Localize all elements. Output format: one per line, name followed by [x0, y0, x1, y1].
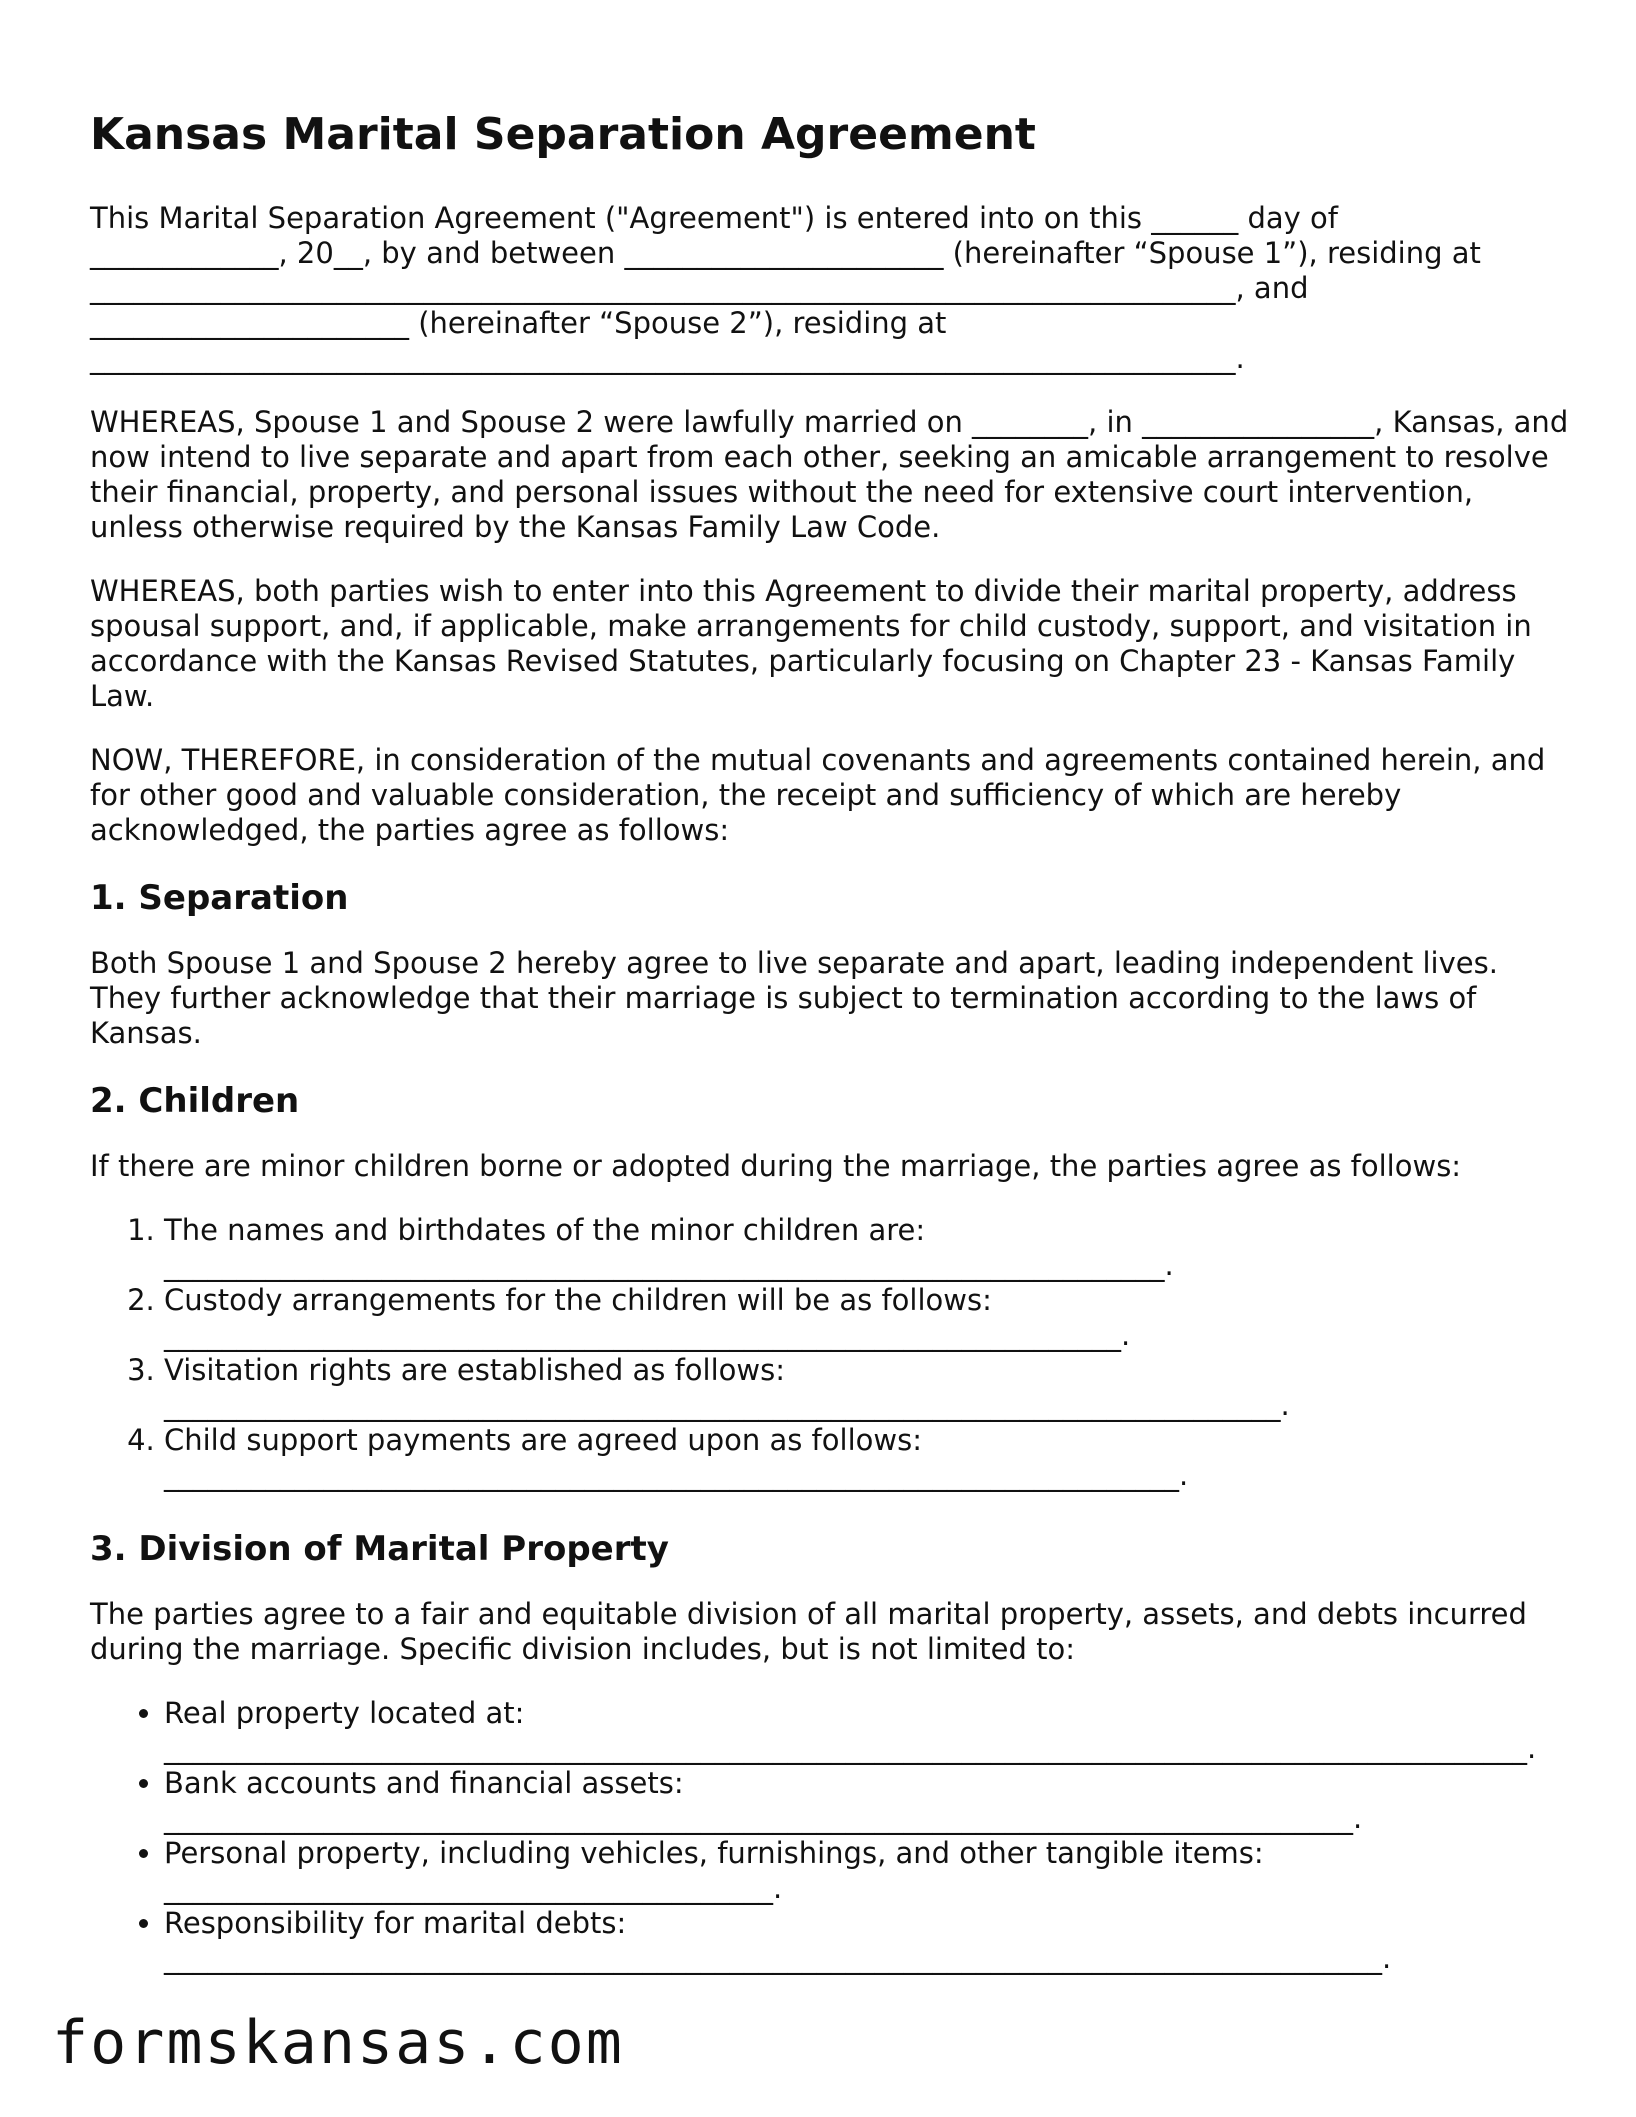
fill-in-blank[interactable]: __________________________________________________________________________________. — [164, 1801, 1363, 1835]
whereas-paragraph-2: WHEREAS, both parties wish to enter into this Agreement to divide their marital property, address spousal support, and, if applicable, make arrangements for child custody, support, and visitation in accordance with the Kansas Revised Statutes, particularly focusing on Chapter 23 - Kansas Family Law. — [90, 574, 1532, 713]
fill-in-blank[interactable]: __________________________________________. — [164, 1871, 783, 1905]
list-item-label: Child support payments are agreed upon as follows: — [164, 1423, 922, 1457]
list-item-label: Custody arrangements for the children will be as follows: — [164, 1283, 992, 1317]
property-list — [90, 1696, 1570, 1976]
list-item-label: Responsibility for marital debts: — [164, 1906, 627, 1940]
document-page — [90, 105, 1570, 2012]
list-item — [164, 1766, 1570, 1836]
section-children-body: If there are minor children borne or adopted during the marriage, the parties agree as follows: — [90, 1149, 1462, 1183]
section-children-heading: 2. Children — [90, 1081, 300, 1121]
section-property-heading: 3. Division of Marital Property — [90, 1529, 669, 1569]
fill-in-blank[interactable]: ______________________________________________________________________. — [164, 1458, 1189, 1492]
children-list — [90, 1213, 1570, 1493]
section-separation-heading: 1. Separation — [90, 878, 349, 918]
watermark: formskansas.com — [52, 2008, 624, 2078]
list-item — [164, 1696, 1570, 1766]
fill-in-blank[interactable]: ____________________________________________________________________________________. — [164, 1941, 1392, 1975]
section-separation-body: Both Spouse 1 and Spouse 2 hereby agree to live separate and apart, leading independent lives. They further acknowledge that their marriage is subject to termination according to the laws of Kansas. — [90, 946, 1498, 1050]
fill-in-blank[interactable]: _____________________________________________________________________. — [164, 1248, 1174, 1282]
list-item — [164, 1353, 1570, 1423]
list-item-label: Real property located at: — [164, 1696, 525, 1730]
list-item-label: Visitation rights are established as follows: — [164, 1353, 785, 1387]
section-property-body: The parties agree to a fair and equitable division of all marital property, assets, and debts incurred during the marriage. Specific division includes, but is not limited to: — [90, 1597, 1527, 1666]
intro-paragraph: This Marital Separation Agreement ("Agreement") is entered into on this ______ day of _____________, 20__, by and between ______________________ (hereinafter “Spouse 1”), residing at _______________________________________________________________________________, and ______________________ (hereinafter “Spouse 2”), residing at _______________________________________________________________________________. — [90, 201, 1481, 375]
fill-in-blank[interactable]: ______________________________________________________________________________________________. — [164, 1731, 1537, 1765]
list-item-label: Personal property, including vehicles, furnishings, and other tangible items: — [164, 1836, 1264, 1870]
list-item — [164, 1906, 1570, 1976]
page-title: Kansas Marital Separation Agreement — [90, 109, 1036, 160]
fill-in-blank[interactable]: _____________________________________________________________________________. — [164, 1388, 1290, 1422]
list-item — [164, 1283, 1570, 1353]
list-item — [164, 1836, 1570, 1906]
fill-in-blank[interactable]: __________________________________________________________________. — [164, 1318, 1131, 1352]
whereas-paragraph-1: WHEREAS, Spouse 1 and Spouse 2 were lawfully married on ________, in ________________, Kansas, and now intend to live separate and apart from each other, seeking an amicable arrangement to resolve their financial, property, and personal issues without the need for extensive court intervention, unless otherwise required by the Kansas Family Law Code. — [90, 405, 1569, 544]
list-item-label: The names and birthdates of the minor children are: — [164, 1213, 926, 1247]
now-therefore-paragraph: NOW, THEREFORE, in consideration of the mutual covenants and agreements contained herein, and for other good and valuable consideration, the receipt and sufficiency of which are hereby acknowledged, the parties agree as follows: — [90, 743, 1546, 847]
list-item-label: Bank accounts and financial assets: — [164, 1766, 684, 1800]
list-item — [164, 1423, 1570, 1493]
list-item — [164, 1213, 1570, 1283]
